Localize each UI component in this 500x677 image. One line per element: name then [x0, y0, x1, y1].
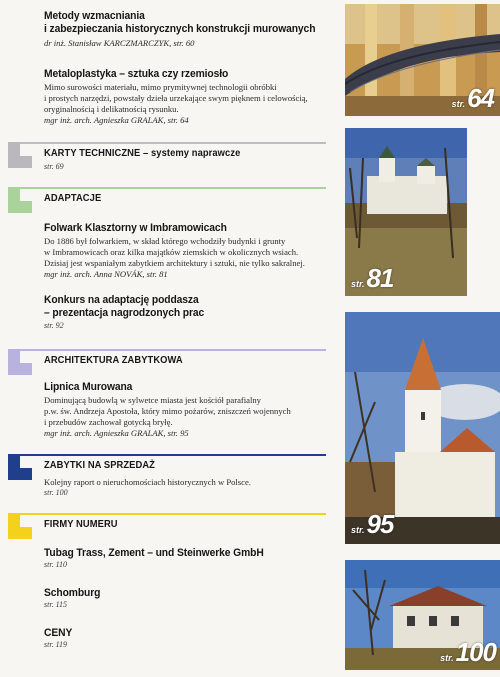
article-title: – prezentacja nagrodzonych prac [44, 307, 205, 319]
article-title: CENY [44, 627, 73, 639]
article-tubag [44, 547, 336, 570]
article-lipnica [44, 381, 336, 439]
article-author: mgr inż. arch. Agnieszka GRALAK, str. 64 [44, 115, 189, 125]
article-body-line: Mimo surowości materiału, mimo prymitywnej technologii obróbki [44, 82, 277, 92]
photo-page-number: str.100 [440, 637, 496, 667]
article-schomburg [44, 587, 336, 610]
article-folwark [44, 222, 336, 280]
article-zabytki [44, 476, 336, 498]
article-ceny [44, 627, 336, 650]
article-body-line: p.w. św. Andrzeja Apostoła, który mimo pożarów, zniszczeń wojennych [44, 406, 291, 416]
article-metaloplastyka [44, 68, 336, 126]
article-title: Tubag Trass, Zement – und Steinwerke GmbH [44, 547, 264, 559]
article-title: Metody wzmacniania [44, 10, 145, 22]
photo-metaloplastyka [345, 4, 500, 116]
article-body-line: Dominującą budowlą w sylwetce miasta jest kościół parafialny [44, 395, 261, 405]
photo-folwark [345, 128, 467, 296]
section-adaptacje [8, 187, 330, 215]
article-title: Folwark Klasztorny w Imbramowicach [44, 222, 227, 234]
section-marker [8, 527, 32, 539]
section-marker [8, 468, 32, 480]
section-label: ARCHITEKTURA ZABYTKOWA [44, 355, 183, 366]
section-label: ADAPTACJE [44, 193, 102, 204]
section-label: ZABYTKI NA SPRZEDAŻ [44, 460, 155, 471]
article-metody [44, 10, 336, 49]
article-page: str. 100 [44, 488, 68, 497]
article-page: str. 119 [44, 640, 67, 649]
section-label: KARTY TECHNICZNE – systemy naprawcze [44, 148, 241, 159]
article-author: mgr inż. arch. Anna NOVÁK, str. 81 [44, 269, 168, 279]
article-title: Lipnica Murowana [44, 381, 133, 393]
article-konkurs [44, 294, 336, 331]
article-title: Metaloplastyka – sztuka czy rzemiosło [44, 68, 229, 80]
article-body-line: Do 1886 był folwarkiem, w skład którego wchodziły budynki i grunty [44, 236, 286, 246]
section-architektura [8, 349, 330, 377]
photo-page-number: str.64 [451, 83, 494, 113]
section-rule [8, 349, 326, 351]
section-rule [8, 454, 326, 456]
section-marker [8, 201, 32, 213]
section-rule [8, 187, 326, 189]
section-rule [8, 513, 326, 515]
article-page: str. 115 [44, 600, 67, 609]
photo-page-number: str.95 [351, 509, 394, 539]
article-body-line: Kolejny raport o nieruchomościach historycznych w Polsce. [44, 477, 251, 487]
article-author: dr inż. Stanisław KARCZMARCZYK, str. 60 [44, 38, 195, 48]
article-body-line: i prostych narzędzi, powstały dzieła urzekające swym pięknem i celowością, [44, 93, 308, 103]
article-title: i zabezpieczania historycznych konstrukcji murowanych [44, 23, 316, 35]
section-rule [8, 142, 326, 144]
article-title: Konkurs na adaptację poddasza [44, 294, 199, 306]
section-karty [8, 142, 330, 170]
section-label: FIRMY NUMERU [44, 519, 118, 530]
article-body-line: i przebudów zachował gotycką bryłę. [44, 417, 173, 427]
article-page: str. 110 [44, 560, 67, 569]
article-body-line: Dzisiaj jest wspaniałym zabytkiem architektury i sztuki, nie tylko sakralnej. [44, 258, 305, 268]
photo-column [345, 0, 500, 677]
section-marker [8, 363, 32, 375]
section-firmy [8, 513, 330, 541]
photo-zabytki [345, 560, 500, 670]
photo-lipnica [345, 312, 500, 544]
article-title: Schomburg [44, 587, 101, 599]
article-author: mgr inż. arch. Agnieszka GRALAK, str. 95 [44, 428, 189, 438]
photo-page-number: str.81 [351, 263, 394, 293]
article-body-line: oryginalnością i delikatnością rysunku. [44, 104, 179, 114]
article-body-line: w Imbramowicach oraz kilka majątków ziemskich w okolicznych wsiach. [44, 247, 299, 257]
article-page: str. 92 [44, 321, 64, 330]
section-marker [8, 156, 32, 168]
section-page: str. 69 [44, 162, 64, 171]
